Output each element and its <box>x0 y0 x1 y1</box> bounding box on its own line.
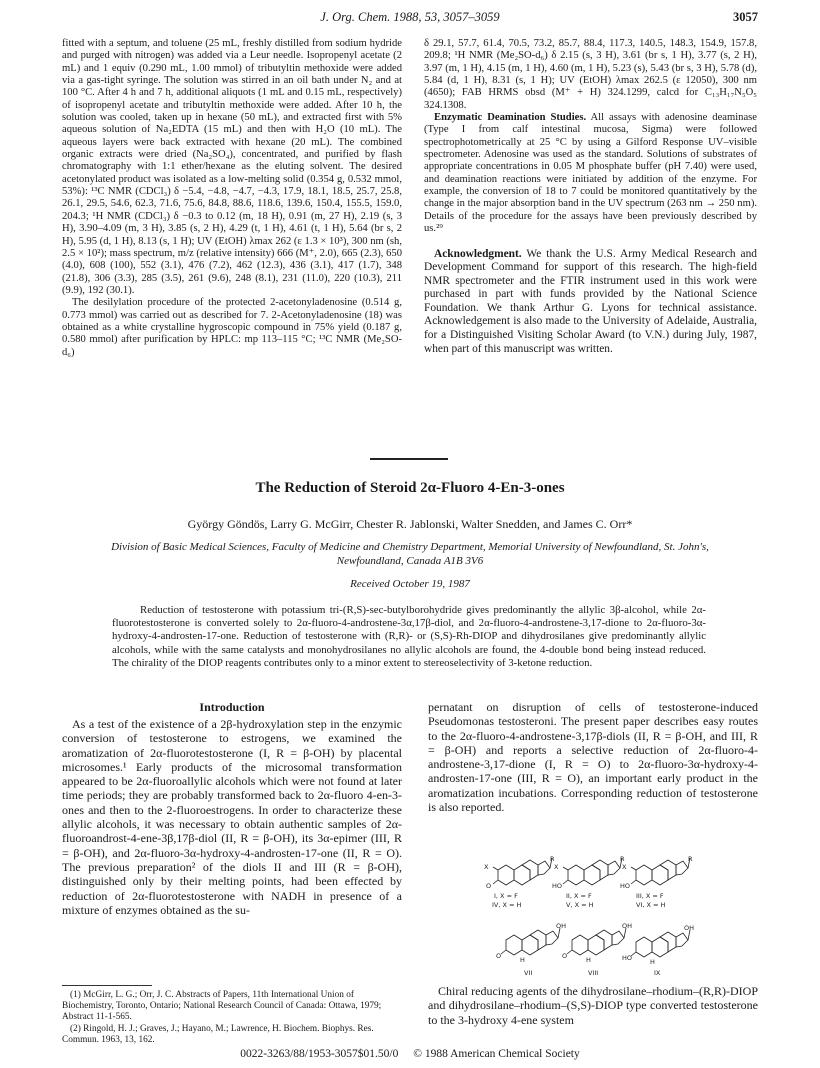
footnote-rule <box>62 985 152 986</box>
atom-o-1: O <box>486 882 492 890</box>
atom-x-1: X <box>484 863 489 871</box>
steroid-structure-2 <box>563 858 622 885</box>
enzymatic-text: All assays with adenosine deaminase (Type I from calf intestinal mucosa, Sigma) were followed spectrophotometrically at 25 °C by using a Gilford Response UV–visible spectrometer. Adenosine was used as the standard. Solutions of substrates of appropriate concentrations in 0.05 M phosphate buffer (pH 7.40) were used, and deamination reactions were initiated by addition of the enzyme. For example, the conversion of 18 to 7 could be monitored quantitatively by the change in the major absorption band in the UV spectrum (263 nm → 250 nm). Details of the procedure for the assays have been previously described by us.²⁹ <box>424 112 757 235</box>
atom-ho-2: HO <box>552 882 563 890</box>
atom-x-3: X <box>622 863 627 871</box>
enzymatic-paragraph <box>424 112 757 235</box>
steroid-structure-5 <box>567 928 626 955</box>
label-v: V, X = H <box>566 901 594 909</box>
footnote-2: (2) Ringold, H. J.; Graves, J.; Hayano, M.; Lawrence, H. Biochem. Biophys. Res. Commun. 1963, 13, 162. <box>62 1023 374 1045</box>
copyright: © 1988 American Chemical Society <box>413 1048 580 1060</box>
section-divider <box>370 458 448 460</box>
label-iv: IV, X = H <box>492 901 522 909</box>
atom-x-2: X <box>554 863 559 871</box>
steroid-structures-figure <box>478 830 698 980</box>
introduction-heading: Introduction <box>199 700 265 714</box>
acknowledgment-paragraph <box>424 248 757 357</box>
enzymatic-heading: Enzymatic Deamination Studies. <box>434 112 587 124</box>
label-viii: VIII <box>588 969 599 977</box>
atom-h-9: H <box>650 958 655 966</box>
steroid-structure-1 <box>493 858 552 885</box>
article-authors: György Göndös, Larry G. McGirr, Chester R. Jablonski, Walter Snedden, and James C. Orr* <box>187 517 633 531</box>
introduction-paragraph: As a test of the existence of a 2β-hydroxylation step in the enzymic conversion of testosterone to estrogens, we examined the aromatization of 2α-fluorotestosterone (I, R = β-OH) by placental microsomes.¹ Early products of the microsomal transformation appeared to be 2α-fluoroallylic alcohols which were not found at later time periods; they are probably transformed back to 2α-fluoro 4-en-3-ones and then to the 2-fluoroestrogens. In order to characterize these allylic alcohols, it was necessary to obtain authentic samples of 2α-fluoroandrost-4-ene-3β,17β-diol (II, R = β-OH), its 3α-epimer (III, R = β-OH), and 2α-fluoro-3α-hydroxy-4-androsten-17-one (II, R = O). The previous preparation² of the diols II and III (R = β-OH), distinguished only by their melting points, had been effected by reduction of 2α-fluorotestosterone with NADH in presence of a mixture of enzymes obtained as the su- <box>62 717 402 917</box>
label-vii: VII <box>524 969 533 977</box>
chiral-reducing-paragraph: Chiral reducing agents of the dihydrosilane–rhodium–(R,R)-DIOP and dihydrosilane–rhodium–(S,S)-DIOP type converted testosterone to the 3-hydroxy 4-ene system <box>428 984 758 1027</box>
introduction-right-continuation <box>428 984 758 1027</box>
introduction-right-column <box>428 700 758 814</box>
journal-citation: J. Org. Chem. 1988, 53, 3057–3059 <box>320 10 500 24</box>
introduction-left-column <box>62 700 402 917</box>
nmr-data-paragraph: δ 29.1, 57.7, 61.4, 70.5, 73.2, 85.7, 88.4, 117.3, 140.5, 148.3, 154.9, 157.8, 209.8; ¹H NMR (Me₂SO-d₆) δ 2.15 (s, 3 H), 3.61 (br s, 1 H), 3.77 (s, 2 H), 3.97 (m, 1 H), 4.15 (m, 1 H), 4.60 (m, 1 H), 5.23 (s), 5.43 (br s, 3 H), 5.78 (d), 5.84 (d, 1 H), 8.31 (s, 1 H); UV (EtOH) λmax 262.5 (ε 12050), 300 nm (4650); FAB HRMS obsd (M⁺ + H) 324.1299, calcd for C₁₃H₁₇N₅O₅ 324.1308. <box>424 38 757 111</box>
atom-ho-9: HO <box>622 954 633 962</box>
atom-oh-8: OH <box>622 922 633 930</box>
atom-ho-3: HO <box>620 882 631 890</box>
steroid-structure-3 <box>631 858 690 885</box>
label-iii: III, X = F <box>636 892 664 900</box>
atom-h-7: H <box>520 956 525 964</box>
label-ix: IX <box>654 969 661 977</box>
running-head <box>62 10 758 30</box>
atom-r-2: R <box>620 855 625 863</box>
article-abstract: Reduction of testosterone with potassium tri-(R,S)-sec-butylborohydride gives predominantly the allylic 3β-alcohol, while 2α-fluorotestosterone is converted solely to 2α-fluoro-4-androstene-3α,17β-diol, and 2α-fluoro-4-androstene-3,17-dione to 2α-fluoro-3α-hydroxy-4-androsten-17-one. Reduction of testosterone with (R,R)- or (S,S)-Rh-DIOP and dihydrosilanes give predominantly allylic alcohols, while with the same catalysts and monohydrosilanes no allylic alcohols are found, the 4-double bond being instead reduced. The chirality of the DIOP reagents contributes only to a minor extent to stereoselectivity of 3-ketone reduction. <box>112 604 706 669</box>
page-footer <box>62 1048 758 1060</box>
steroid-structure-4 <box>501 928 560 955</box>
footnotes <box>62 985 402 1046</box>
atom-o-7: O <box>496 952 502 960</box>
atom-oh-9: OH <box>684 924 695 932</box>
page-number: 3057 <box>733 10 758 24</box>
experimental-continuation-column <box>62 38 402 359</box>
atom-h-8: H <box>586 956 591 964</box>
label-i: I, X = F <box>494 892 518 900</box>
label-vi: VI, X = H <box>636 901 666 909</box>
structures-svg <box>478 830 698 980</box>
article-title: The Reduction of Steroid 2α-Fluoro 4-En-3-ones <box>255 480 565 496</box>
experimental-right-column <box>424 38 757 356</box>
article-affiliation: Division of Basic Medical Sciences, Faculty of Medicine and Chemistry Department, Memorial University of Newfoundland, St. John's, Newfoundland, Canada A1B 3V6 <box>111 541 709 567</box>
received-date: Received October 19, 1987 <box>350 578 470 590</box>
atom-r-3: R <box>688 855 693 863</box>
atom-oh-7: OH <box>556 922 567 930</box>
atom-o-8: O <box>562 952 568 960</box>
label-ii: II, X = F <box>566 892 592 900</box>
experimental-paragraph: fitted with a septum, and toluene (25 mL, freshly distilled from sodium hydride and purged with nitrogen) was added via a Leur needle. Isopropenyl acetate (2 mL) and 1 equiv (0.290 mL, 1.00 mmol) of tributyltin methoxide were added via a gas-tight syringe. The solution was stirred in an oil bath under N₂ and at 100 °C. After 4 h and 7 h, additional aliquots (1 mL and 0.15 mL, respectively) of isopropenyl acetate and tributyltin methoxide were added. After 10 h, the solution was cooled, taken up in hexane (50 mL), and extracted first with 5% aqueous solution of Na₂EDTA (15 mL) and then with H₂O (10 mL). The aqueous layers were back extracted with hexane (20 mL). The combined organic extracts were dried (Na₂SO₄), concentrated, and purified by flash chromatography with 1:1 ether/hexane as the eluting solvent. The desired acetonylated product was isolated as a low-melting solid (0.354 g, 0.532 mmol, 53%): ¹³C NMR (CDCl₃) δ −5.4, −4.8, −4.7, −4.3, 17.9, 18.1, 18.5, 25.7, 25.8, 26.1, 29.5, 54.6, 62.3, 71.6, 75.6, 84.8, 88.6, 118.6, 139.6, 150.4, 155.5, 159.0, 204.3; ¹H NMR (CDCl₃) δ −0.3 to 0.12 (m, 18 H), 0.91 (m, 27 H), 2.19 (s, 3 H), 3.90–4.09 (m, 3 H), 3.85 (s, 2 H), 4.29 (t, 1 H), 4.61 (t, 1 H), 5.64 (br s, 2 H), 5.95 (d, 1 H), 8.13 (s, 1 H); UV (EtOH) λmax 262 (ε 1.3 × 10³), 300 nm (sh, 2.5 × 10²); mass spectrum, m/z (relative intensity) 666 (M⁺, 2.0), 665 (2.3), 650 (4.0), 608 (100), 552 (3.1), 476 (7.2), 462 (12.3), 436 (3.1), 417 (1.7), 348 (21.8), 306 (3.3), 285 (3.5), 261 (9.6), 248 (8.1), 231 (11.0), 220 (10.3), 211 (9.9), 192 (30.1). <box>62 38 402 296</box>
acknowledgment-heading: Acknowledgment. <box>434 247 522 260</box>
acknowledgment-text: We thank the U.S. Army Medical Research and Development Command for support of this research. The high-field NMR spectrometer and the FTIR instrument used in this work were purchased in part with funds provided by the National Science Foundation. We thank Arthur G. Lyons for technical assistance. Acknowledgement is also made to the University of Adelaide, Australia, for a Distinguished Visiting Scholar Award (to V.N.) during July, 1987, when part of this manuscript was written. <box>424 247 757 355</box>
steroid-structure-6 <box>631 930 690 957</box>
article-code: 0022-3263/88/1953-3057$01.50/0 <box>240 1048 399 1060</box>
footnote-1: (1) McGirr, L. G.; Orr, J. C. Abstracts of Papers, 11th International Union of Biochemistry, Toronto, Ontario; National Research Council of Canada: Ottawa, 1979; Abstract 11-1-565. <box>62 990 382 1023</box>
desilylation-paragraph: The desilylation procedure of the protected 2-acetonyladenosine (0.514 g, 0.773 mmol) was carried out as described for 7. 2-Acetonyladenosine (18) was obtained as a white crystalline hygroscopic compound in 75% yield (0.187 g, 0.580 mmol) after purification by HPLC: mp 113–115 °C; ¹³C NMR (Me₂SO-d₆) <box>62 297 402 358</box>
atom-r-1: R <box>550 855 555 863</box>
introduction-continuation: pernatant on disruption of cells of testosterone-induced Pseudomonas testosteroni. The present paper describes easy routes to the 2α-fluoro-4-androstene-3,17β-diols (II, R = β-OH, and III, R = β-OH) and reports a selective reduction of 2α-fluoro-4-androstene-3,17-dione (I, R = O) to 2α-fluoro-3α-hydroxy-4-androsten-17-one (III, R = O), an important early product in the aromatization incubations. Corresponding reduction of testosterone is also reported. <box>428 700 758 815</box>
